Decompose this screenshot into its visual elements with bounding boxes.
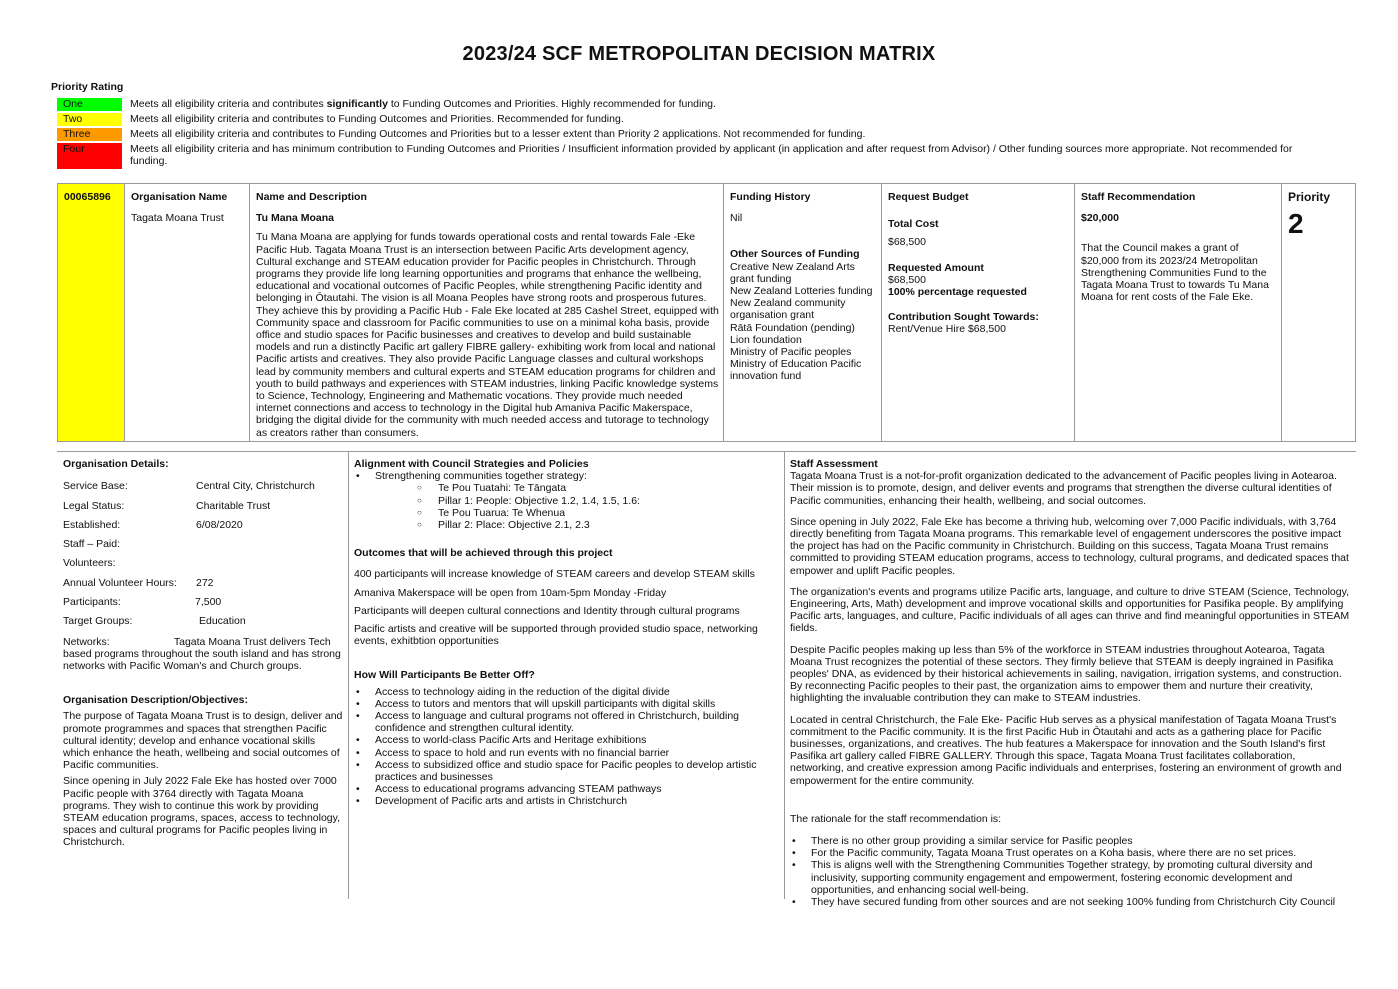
better-off-item: • Access to tutors and mentors that will upskill participants with digital skills [354, 698, 778, 710]
percentage-requested: 100% percentage requested [888, 286, 1027, 299]
other-sources-header: Other Sources of Funding [730, 248, 860, 261]
description-cell [250, 184, 724, 441]
priority-cell [1282, 184, 1357, 441]
request-budget-cell [882, 184, 1075, 441]
assessment-paragraph: The organization's events and programs utilize Pacific arts, language, and culture to drive STEAM (Science, Technology, Engineering, Arts, Math) development and improve vocational skills and opportunities for Pasifika people. By amplifying Pacific arts, languages, and culture, Pacific individuals of all ages can thrive and find meaningful opportunities in STEAM fields. [790, 585, 1350, 635]
org-field-legal-status: Legal Status: Charitable Trust [63, 499, 271, 512]
org-name-header: Organisation Name [131, 191, 228, 203]
better-off-list [354, 686, 778, 808]
staff-assessment-heading: Staff Assessment [790, 458, 878, 470]
contribution-label: Contribution Sought Towards: [888, 311, 1039, 324]
org-name: Tagata Moana Trust [131, 212, 224, 225]
priority-description: Meets all eligibility criteria and contributes to Funding Outcomes and Priorities. Recommended for funding. [130, 113, 624, 125]
priority-description: Meets all eligibility criteria and contributes to Funding Outcomes and Priorities but to a lesser extent than Priority 2 applications. Not recommended for funding. [130, 128, 866, 140]
staff-assessment-section [790, 458, 1350, 908]
other-source-item: Rātā Foundation (pending) [730, 321, 855, 334]
other-sources-list [730, 261, 875, 383]
contribution-value: Rent/Venue Hire $68,500 [888, 323, 1006, 336]
total-cost-label: Total Cost [888, 218, 939, 231]
rationale-item: • There is no other group providing a similar service for Pasific peoples [790, 835, 1350, 847]
rationale-item: • They have secured funding from other sources and are not seeking 100% funding from Christchurch City Council [790, 896, 1350, 908]
alignment-heading: Alignment with Council Strategies and Policies [354, 458, 589, 470]
priority-swatch: Two [57, 113, 122, 126]
outcome-item: 400 participants will increase knowledge of STEAM careers and develop STEAM skills [354, 568, 755, 581]
column-divider [784, 452, 785, 899]
rationale-list [790, 835, 1350, 908]
org-objectives-heading: Organisation Description/Objectives: [63, 694, 248, 707]
better-off-item: • Access to space to hold and run events with no financial barrier [354, 747, 778, 759]
alignment-section [354, 458, 778, 808]
assessment-paragraph: Located in central Christchurch, the Fale Eke- Pacific Hub serves as a physical manifestation of Tagata Moana Trust's commitment to the Pacific community. It is the first Pacific Hub in Ōtautahi and acts as a gathering place for Pacific businesses, organizations, and creatives. The hub features a Makerspace for innovation and the South Island's first Pasifika art gallery called FIBRE GALLERY. Through this space, Tagata Moana Trust facilitates collaboration, networking, and creative expression among Pacific individuals and enterprises, fostering an environment of growth and empowerment for the entire community. [790, 713, 1342, 787]
org-field-service-base: Service Base: Central City, Christchurch [63, 480, 315, 493]
org-field-networks: Networks: Tagata Moana Trust delivers Tech based programs throughout the south island and has strong networks with Pacific Woman's and Church groups. [63, 635, 341, 672]
project-name: Tu Mana Moana [256, 212, 334, 225]
other-source-item: New Zealand community organisation grant [730, 297, 846, 322]
better-off-item: • Access to world-class Pacific Arts and Heritage exhibitions [354, 734, 778, 746]
page-title: 2023/24 SCF METROPOLITAN DECISION MATRIX [462, 43, 936, 65]
org-field-staff-paid: Staff – Paid: [63, 538, 121, 551]
other-source-item: Ministry of Education Pacific innovation fund [730, 358, 862, 383]
staff-recommendation-amount: $20,000 [1081, 212, 1119, 225]
other-source-item: Lion foundation [730, 333, 802, 346]
pillar-list [354, 482, 778, 531]
priority-description: Meets all eligibility criteria and contributes significantly to Funding Outcomes and Priorities. Highly recommended for funding. [130, 98, 716, 110]
priority-value: 2 [1288, 208, 1304, 240]
better-off-item: • Access to educational programs advancing STEAM pathways [354, 783, 778, 795]
rationale-item: • This is aligns well with the Strengthening Communities Together strategy, by promoting cultural diversity and inclusivity, supporting community engagement and empowerment, fostering economic development and opportunities, and enhancing social well-being. [790, 859, 1350, 896]
org-objective-paragraph: Since opening in July 2022 Fale Eke has hosted over 7000 Pacific people with 3764 directly with Tagata Moana programs. They wish to continue this work by providing STEAM education programs, spaces, access to technology, spaces and cultural programs for Pacific peoples living in Christchurch. [63, 775, 341, 849]
other-source-item: Creative New Zealand Arts grant funding [730, 260, 855, 285]
pillar-item: ○ Pillar 1: People: Objective 1.2, 1.4, 1.5, 1.6: [354, 495, 778, 507]
rationale-intro: The rationale for the staff recommendation is: [790, 812, 1002, 825]
rationale-item: • For the Pacific community, Tagata Moana Trust operates on a Koha basis, where there are no set prices. [790, 847, 1350, 859]
org-objective-paragraph: The purpose of Tagata Moana Trust is to design, deliver and promote programmes and spaces that strengthen Pacific cultural identity; develop and enhance vocational skills which enhance the heath, wellbeing and social outcomes of Pacific communities. [63, 710, 343, 772]
assessment-paragraph: Tagata Moana Trust is a not-for-profit organization dedicated to the advancement of Pacific peoples living in Aotearoa. Their mission is to promote, design, and deliver events and programs that strengthen the diverse cultural identities of Pacific communities, enhancing their health, wellbeing, and social outcomes. [790, 470, 1337, 507]
organisation-cell [125, 184, 250, 441]
org-field-volunteer-hours: Annual Volunteer Hours: 272 [63, 576, 214, 589]
pillar-item: ○ Te Pou Tuatahi: Te Tāngata [354, 482, 778, 494]
other-source-item: Ministry of Pacific peoples [730, 346, 852, 359]
staff-recommendation-text: That the Council makes a grant of $20,000 from its 2023/24 Metropolitan Strengthening Communities Fund to the Tagata Moana Trust to towards Tu Mana Moana for rent costs of the Fale Eke. [1081, 242, 1269, 304]
request-budget-header: Request Budget [888, 191, 969, 203]
total-cost-value: $68,500 [888, 236, 926, 249]
application-id: 00065896 [64, 191, 111, 203]
assessment-paragraph: Despite Pacific peoples making up less than 5% of the workforce in STEAM industries throughout Aotearoa, Tagata Moana Trust recognizes the potential of these sectors. They firmly believe that STEAM is deeply ingrained in Pasifika peoples' DNA, as evidenced by their historical achievements in sailing, navigation, irrigation systems, and construction. By reconnecting Pacific peoples to their past, the organization aims to empower them and nurture their creativity, highlighting the invaluable contribution they can make to STEAM industries. [790, 643, 1342, 705]
better-off-heading: How Will Participants Be Better Off? [354, 669, 535, 682]
priority-swatch: Three [57, 128, 122, 141]
priority-header: Priority [1288, 190, 1331, 204]
org-field-volunteers: Volunteers: [63, 557, 116, 570]
pillar-item: ○ Te Pou Tuarua: Te Whenua [354, 507, 778, 519]
application-id-cell [58, 184, 125, 441]
funding-history-cell [724, 184, 882, 441]
pillar-item: ○ Pillar 2: Place: Objective 2.1, 2.3 [354, 519, 778, 531]
column-divider [348, 452, 349, 899]
priority-swatch: One [57, 98, 122, 111]
better-off-item: • Access to language and cultural programs not offered in Christchurch, building confidence and strengthen cultural identity. [354, 710, 778, 734]
better-off-item: • Access to subsidized office and studio space for Pacific peoples to develop artistic practices and businesses [354, 759, 778, 783]
outcome-item: Pacific artists and creative will be supported through provided studio space, networking events, exhitbtion opportunities [354, 623, 758, 648]
requested-amount-label: Requested Amount [888, 261, 984, 274]
application-table [57, 183, 1356, 442]
project-description: Tu Mana Moana are applying for funds towards operational costs and rental towards Fale -Eke Pacific Hub. Tagata Moana Trust is an intersection between Pacific Arts development agency, Cultural exchange and STEAM education provider for Pacific peoples in Christchurch. Through programs they provide life long learning opportunities and programs that enhance the wellbeing, educational and vocational outcomes of Pacific Peoples, while strengthening Pacific identity and belonging in Ōtautahi. The vision is all Moana Peoples have strong roots and prosperous futures. They achieve this by providing a Pacific Hub - Fale Eke located at 285 Cashel Street, equipped with Community space and classroom for Pacific communities to use on a minimal koha basis, provide office and studio spaces for Pacific businesses and creatives to develop and build sustainable models and run a distinctly Pacific art gallery FIBRE gallery- exhibiting work from local and national Pacific artists and creatives. They also provide Pacific Language classes and cultural workshops lead by community members and cultural experts and STEAM education programs for children and youth to build pathways and experiences with STEAM industries, linking Pacific knowledge systems to Science, Technology, Engineering and Mathematic vocations. They provide much needed internet connections and access to technology in the Digital hub Amaniva Pacific Makerspace, bridging the digital divide for the community with much needed access and tutorage to technology as creators rather than consumers. [256, 231, 719, 439]
staff-recommendation-cell [1075, 184, 1282, 441]
funding-history-value: Nil [730, 212, 743, 225]
org-details-heading: Organisation Details: [63, 458, 169, 470]
org-field-participants: Participants: 7,500 [63, 595, 222, 608]
priority-swatch: Four [57, 143, 122, 169]
outcome-item: Amaniva Makerspace will be open from 10am-5pm Monday -Friday [354, 586, 667, 599]
organisation-details [63, 458, 343, 849]
strategy-item: • Strengthening communities together strategy: ○ Te Pou Tuatahi: Te Tāngata ○ Pillar 1: People: Objective 1.2, 1.4, 1.5, 1.6: ○ Te Pou Tuarua: Te Whenua ○ Pillar 2: Place: Objective 2.1, 2.3 [354, 470, 778, 531]
org-field-target-groups: Target Groups: Education [63, 615, 246, 628]
strategy-list [354, 470, 778, 531]
org-field-established: Established: 6/08/2020 [63, 518, 243, 531]
better-off-item: • Development of Pacific arts and artists in Christchurch [354, 795, 778, 807]
outcomes-heading: Outcomes that will be achieved through this project [354, 547, 613, 560]
assessment-paragraph: Since opening in July 2022, Fale Eke has become a thriving hub, welcoming over 7,000 Pacific individuals, with 3,764 directly benefiting from Tagata Moana programs. This remarkable level of engagement underscores the positive impact the project has had on the Pacific community in Christchurch. Building on this success, Tagata Moana Trust remains committed to providing STEAM education programs, access to technology, cultural programs, and dedicated spaces that empower and uplift Pacific peoples. [790, 515, 1349, 577]
description-header: Name and Description [256, 191, 367, 203]
funding-history-header: Funding History [730, 191, 811, 203]
better-off-item: • Access to technology aiding in the reduction of the digital divide [354, 686, 778, 698]
outcome-item: Participants will deepen cultural connections and Identity through cultural programs [354, 604, 740, 617]
requested-amount-value: $68,500 [888, 273, 926, 286]
section-divider [57, 451, 1356, 452]
staff-recommendation-header: Staff Recommendation [1081, 191, 1196, 203]
other-source-item: New Zealand Lotteries funding [730, 285, 873, 298]
priority-description: Meets all eligibility criteria and has minimum contribution to Funding Outcomes and Priorities / Insufficient information provided by applicant (in application and after request from Advisor) / Other funding sources more appropriate. Not recommended for funding. [130, 143, 1293, 167]
priority-rating-heading: Priority Rating [51, 81, 124, 93]
